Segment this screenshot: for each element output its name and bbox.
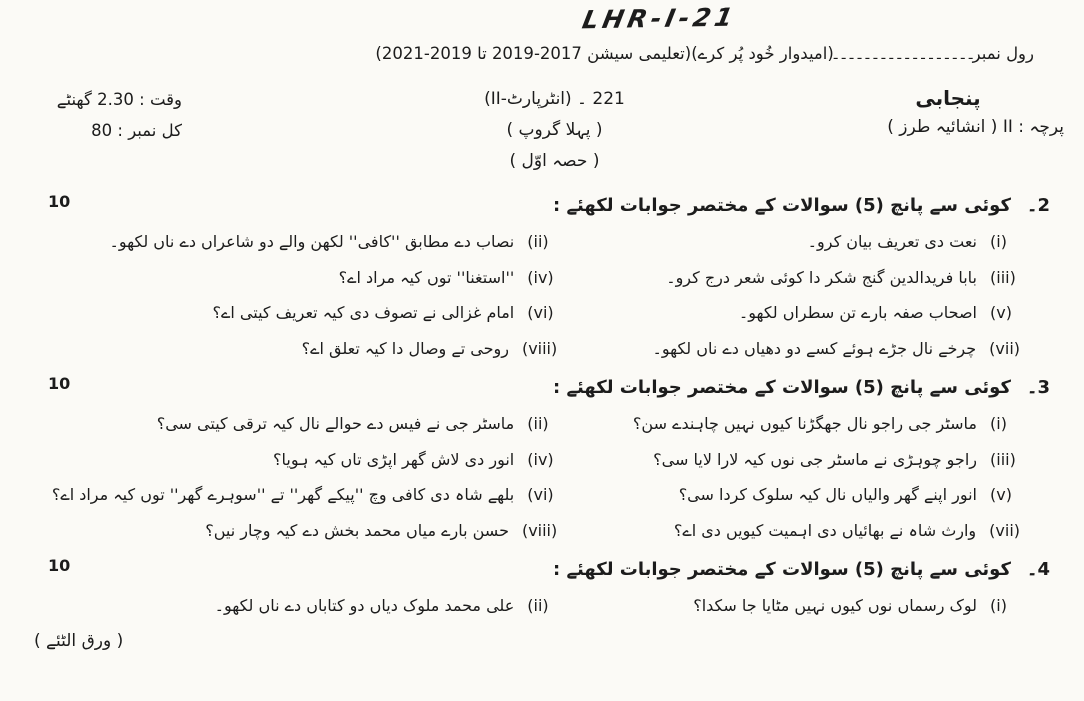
question-heading-text: کوئی سے پانچ (5) سوالات کے مختصر جوابات لکھئے : — [553, 195, 1011, 216]
question-part — [557, 295, 1020, 331]
paper-type-line: پرچہ : II ( انشائیہ طرز ) — [887, 117, 1064, 137]
paper-code: LHR-I-21 — [579, 2, 739, 35]
question-heading-text: کوئی سے پانچ (5) سوالات کے مختصر جوابات لکھئے : — [553, 559, 1011, 580]
total-marks-line: کل نمبر : 80 — [91, 121, 182, 140]
part-text: انور دی لاش گھر اپڑی تاں کیہ ہویا؟ — [273, 449, 515, 469]
paper-code-line — [14, 4, 1064, 38]
question-parts — [14, 222, 1064, 366]
part-text: روحی تے وصال دا کیہ تعلق اے؟ — [301, 338, 509, 358]
question-part — [557, 224, 1020, 260]
question-part — [14, 224, 557, 260]
time-marks-block — [14, 84, 182, 184]
header-meta — [14, 72, 1064, 184]
part-text: بلھے شاہ دی کافی وچ ''پیکے گھر'' تے ''سوہرے گھر'' توں کیہ مراد اے؟ — [51, 485, 515, 504]
question-parts — [14, 404, 1064, 548]
question-heading — [14, 553, 1064, 586]
part-label: (ii) — [527, 596, 549, 615]
question-part — [14, 513, 557, 549]
part-label: (vii) — [989, 520, 1020, 540]
question-number: 4۔ — [1026, 559, 1050, 580]
part-text: راجو چوہڑی نے ماسٹر جی نوں کیہ لارا لایا سی؟ — [653, 449, 977, 469]
part-text: لوک رسماں نوں کیوں نہیں مٹایا جا سکدا؟ — [693, 596, 977, 615]
roll-number-line — [14, 38, 1064, 72]
roll-number-fill-dashes: ـ ـ ـ ـ ـ ـ ـ ـ ـ ـ ـ ـ ـ ـ ـ ـ ـ ـ — [833, 48, 973, 63]
question-marks: 10 — [48, 374, 71, 393]
question-parts — [14, 586, 1064, 624]
part-label: (viii) — [521, 520, 558, 540]
part-label: (vi) — [527, 485, 554, 504]
question-part — [557, 331, 1020, 367]
question-part — [14, 442, 557, 478]
part-label: (iv) — [527, 267, 554, 287]
candidate-note: (امیدوار خُود پُر کرے) — [691, 44, 834, 63]
question-marks: 10 — [48, 556, 71, 575]
question-part — [14, 477, 557, 513]
question-number: 2۔ — [1026, 195, 1050, 216]
question-part — [14, 331, 557, 367]
question-number: 3۔ — [1026, 377, 1050, 398]
part-text: انور اپنے گھر والیاں نال کیہ سلوک کردا سی؟ — [678, 485, 977, 504]
question-block-2 — [14, 189, 1064, 366]
paper-center-block — [182, 84, 832, 184]
question-part — [14, 260, 557, 296]
part-label: (iii) — [990, 267, 1016, 287]
part-label: (ii) — [527, 414, 549, 433]
part-text: اصحاب صفہ بارے تن سطراں لکھو۔ — [738, 303, 977, 322]
subject-block — [832, 84, 1064, 184]
question-part — [557, 260, 1020, 296]
part-label: (vi) — [527, 303, 554, 322]
question-part — [14, 295, 557, 331]
part-text: نصاب دے مطابق ''کافی'' لکھن والے دو شاعراں دے ناں لکھو۔ — [109, 232, 515, 251]
section-line: ( حصہ اوّل ) — [509, 151, 600, 171]
part-text: ماسٹر جی راجو نال جھگڑنا کیوں نہیں چاہندے سن؟ — [632, 414, 977, 433]
question-part — [557, 442, 1020, 478]
time-line: وقت : 2.30 گھنٹے — [56, 90, 182, 109]
part-label: (i) — [990, 596, 1007, 615]
group-line: ( پہلا گروپ ) — [506, 120, 603, 140]
part-label: (iv) — [527, 449, 554, 469]
part-text: امام غزالی نے تصوف دی کیہ تعریف کیتی اے؟ — [212, 303, 515, 322]
part-label: (viii) — [521, 338, 558, 358]
question-block-4 — [14, 553, 1064, 624]
paper-number-line: 221 ۔ (انٹرپارٹ-II) — [484, 89, 625, 109]
part-text: بابا فریدالدین گنج شکر دا کوئی شعر درج کرو۔ — [666, 267, 977, 287]
part-text: وارث شاہ نے بھائیاں دی اہمیت کیویں دی اے؟ — [673, 520, 977, 540]
part-text: حسن بارے میاں محمد بخش دے کیہ وچار نیں؟ — [205, 520, 509, 540]
question-part — [557, 588, 1020, 624]
part-label: (v) — [990, 303, 1012, 322]
question-block-3 — [14, 371, 1064, 548]
question-marks: 10 — [48, 192, 71, 211]
part-text: چرخے نال جڑے ہوئے کسے دو دھیاں دے ناں لکھو۔ — [652, 338, 977, 358]
question-heading — [14, 371, 1064, 404]
question-heading-text: کوئی سے پانچ (5) سوالات کے مختصر جوابات لکھئے : — [553, 377, 1011, 398]
part-text: ''استغنا'' توں کیہ مراد اے؟ — [338, 267, 515, 287]
part-label: (i) — [990, 414, 1007, 433]
part-label: (v) — [990, 485, 1012, 504]
part-text: نعت دی تعریف بیان کرو۔ — [807, 232, 977, 251]
session-note: (تعلیمی سیشن 2017-2019 تا 2019-2021) — [375, 44, 692, 63]
question-part — [557, 406, 1020, 442]
question-part — [557, 513, 1020, 549]
question-part — [14, 406, 557, 442]
part-text: علی محمد ملوک دیاں دو کتاباں دے ناں لکھو۔ — [214, 596, 515, 615]
turn-over-note: ( ورق الٹئے ) — [34, 630, 124, 651]
subject-title: پنجابی — [915, 86, 981, 110]
question-part — [557, 477, 1020, 513]
part-label: (vii) — [989, 338, 1020, 358]
part-label: (ii) — [527, 232, 549, 251]
roll-number-label: رول نمبر — [972, 44, 1034, 63]
part-label: (iii) — [990, 449, 1016, 469]
part-text: ماسٹر جی نے فیس دے حوالے نال کیہ ترقی کیتی سی؟ — [156, 414, 515, 433]
part-label: (i) — [990, 232, 1007, 251]
question-part — [14, 588, 557, 624]
question-heading — [14, 189, 1064, 222]
